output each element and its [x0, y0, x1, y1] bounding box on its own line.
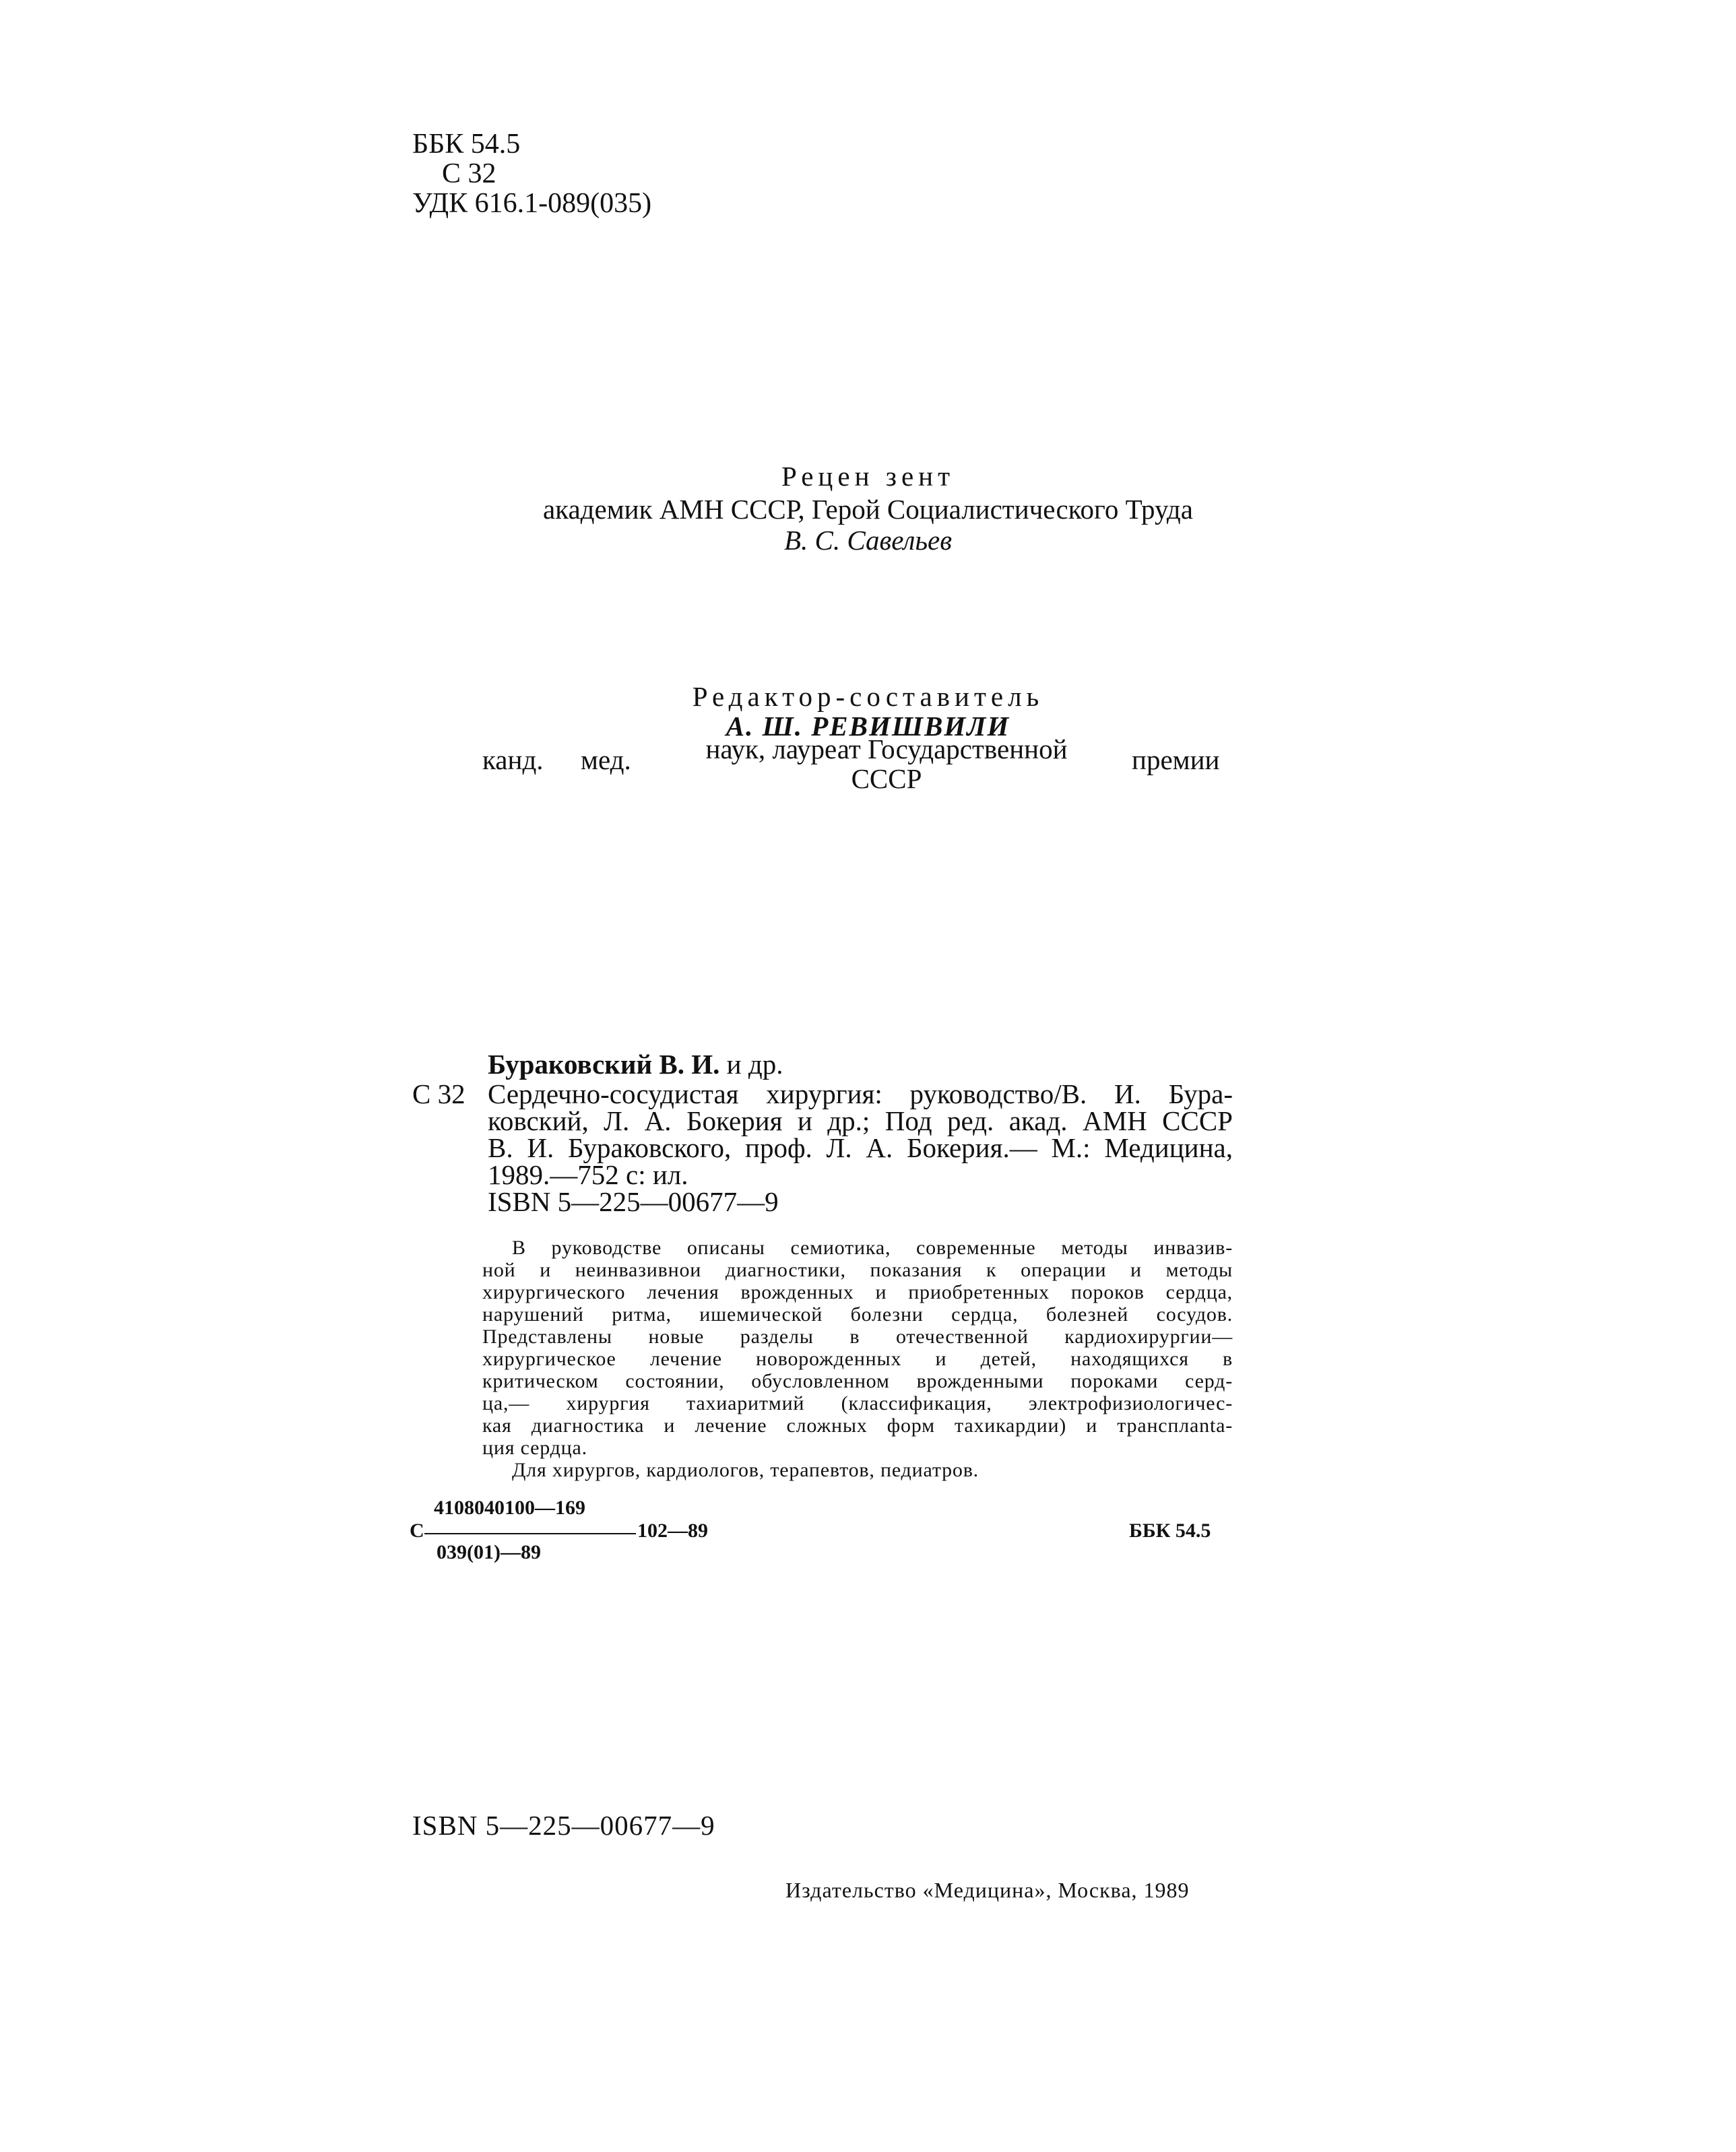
reviewer-name: В. С. Савельев: [783, 525, 953, 556]
code-suffix: 102—89: [637, 1520, 708, 1542]
bib-description: [488, 1080, 1233, 1215]
annotation-line: нарушений ритма, ишемической болезни сердца, болезней сосудов.: [482, 1303, 1233, 1326]
annotation-line: хирургическое лечение новорожденных и детей, находящихся в: [482, 1348, 1233, 1370]
bib-author-bold: Бураковский В. И.: [488, 1049, 720, 1080]
annotation-line: Представлены новые разделы в отечественной кардиохирургии—: [482, 1326, 1233, 1348]
annotation-audience: Для хирургов, кардиологов, терапевтов, педиатров.: [512, 1459, 979, 1481]
udk-code: УДК 616.1-089(035): [412, 188, 652, 219]
code-numerator: 4108040100—169: [434, 1497, 585, 1519]
code-bbk: ББК 54.5: [1129, 1520, 1211, 1542]
bib-author: [488, 1051, 783, 1078]
reviewer-heading: Рецен зент: [781, 461, 955, 492]
bib-line: В. И. Бураковского, проф. Л. А. Бокерия.— М.: Медицина,: [488, 1132, 1233, 1163]
editor-cred-col4: премии: [1132, 744, 1220, 775]
annotation-line: хирургического лечения врожденных и приобретенных пороков сердца,: [482, 1281, 1233, 1303]
fraction-rule: [424, 1533, 636, 1534]
classification-block: [412, 129, 651, 218]
annotation-line: кая диагностика и лечение сложных форм тахикардии) и трансплanta-: [482, 1414, 1233, 1437]
annotation-line: В руководстве описаны семиотика, современные методы инвазив-: [512, 1237, 1233, 1259]
annotation-line: критическом состоянии, обусловленном врожденными пороками серд-: [482, 1370, 1233, 1392]
annotation: [482, 1237, 1233, 1481]
code-denominator: 039(01)—89: [437, 1541, 541, 1563]
bib-isbn: ISBN 5—225—00677—9: [488, 1186, 779, 1217]
annotation-line: ция сердца.: [482, 1437, 587, 1459]
footer-isbn: ISBN 5—225—00677—9: [412, 1810, 715, 1841]
annotation-line: ца,— хирургия тахиаритмий (классификация, электрофизиологичес-: [482, 1392, 1233, 1414]
annotation-line: ной и неинвазивнои диагностики, показания к операции и методы: [482, 1259, 1233, 1281]
editor-name: А. Ш. РЕВИШВИЛИ: [726, 711, 1010, 742]
editor-cred-col2: мед.: [581, 744, 631, 775]
bbk-code: ББК 54.5: [412, 129, 521, 160]
editor-heading: Редактор-составитель: [692, 681, 1044, 712]
code-letter: С: [410, 1520, 424, 1542]
bib-line: ковский, Л. А. Бокерия и др.; Под ред. акад. АМН СССР: [488, 1105, 1233, 1136]
publisher-line: Издательство «Медицина», Москва, 1989: [785, 1878, 1190, 1902]
editor-cred-col1: канд.: [482, 744, 544, 775]
bib-line: 1989.—752 с: ил.: [488, 1159, 688, 1190]
bib-author-rest: и др.: [726, 1049, 783, 1080]
editor-cred-col3-line1: наук, лауреат Государственной: [705, 733, 1068, 764]
editor-cred-col3-line2: СССР: [851, 763, 922, 794]
author-sign: С 32: [442, 158, 496, 189]
bib-sign: С 32: [412, 1078, 465, 1109]
editor-cred-col3: [657, 734, 1116, 793]
reviewer-title: академик АМН СССР, Герой Социалистического Труда: [542, 494, 1193, 525]
bib-line: Сердечно-сосудистая хирургия: руководство/В. И. Бура-: [488, 1078, 1233, 1109]
